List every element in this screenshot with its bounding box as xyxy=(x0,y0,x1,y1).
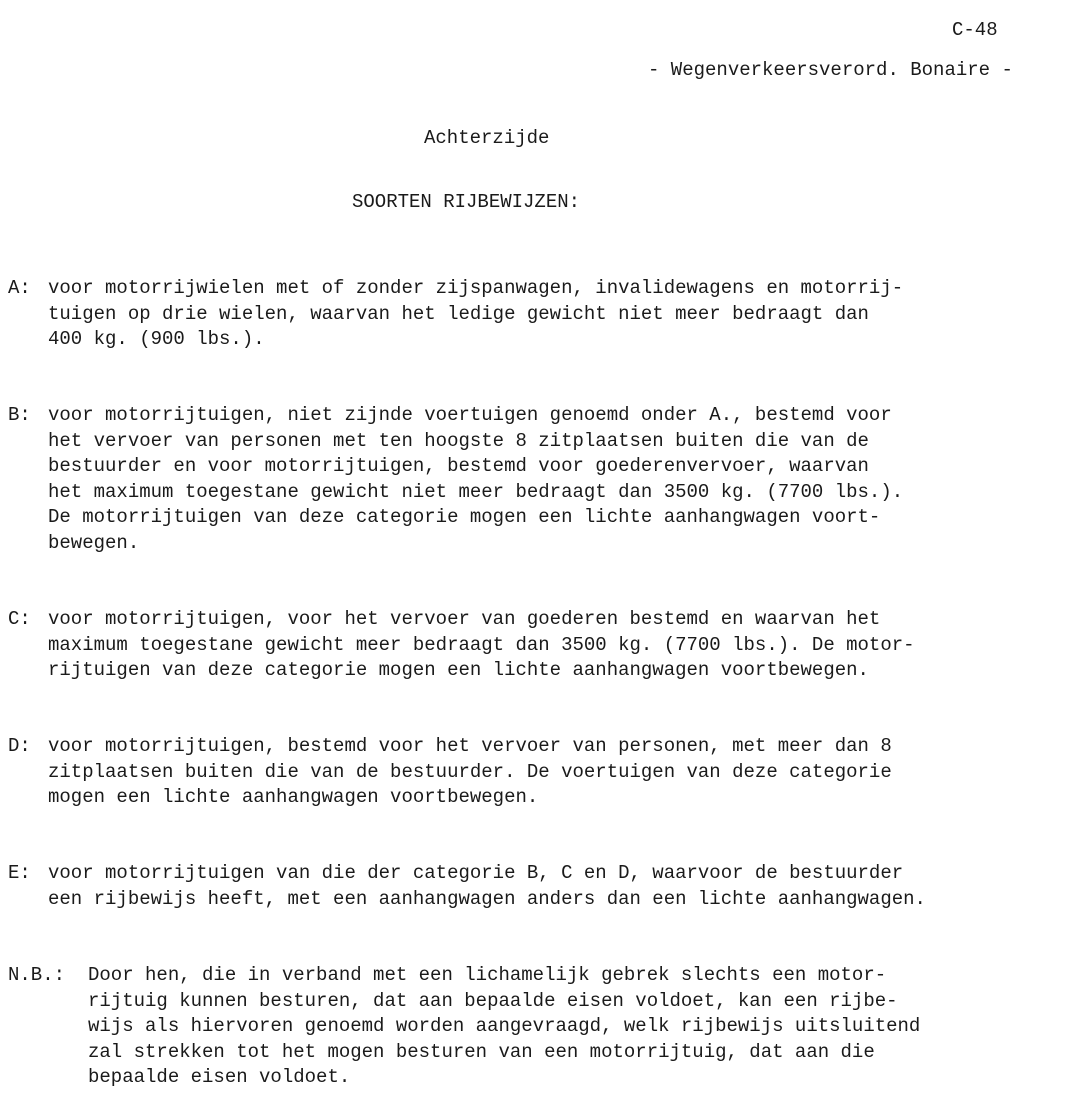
text-line: het vervoer van personen met ten hoogste 8 zitplaatsen buiten die van de xyxy=(48,429,869,452)
text-line: voor motorrijtuigen, bestemd voor het vervoer van personen, met meer dan 8 xyxy=(48,735,892,757)
text-line: maximum toegestane gewicht meer bedraagt dan 3500 kg. (7700 lbs.). De motor- xyxy=(48,633,915,656)
section-heading: SOORTEN RIJBEWIJZEN: xyxy=(352,191,581,213)
text-line: De motorrijtuigen van deze categorie mogen een lichte aanhangwagen voort- xyxy=(48,506,881,528)
text-line: 400 kg. (900 lbs.). xyxy=(48,328,265,350)
text-line: voor motorrijtuigen, voor het vervoer van goederen bestemd en waarvan het xyxy=(48,608,881,630)
text-line: een rijbewijs heeft, met een aanhangwagen anders dan een lichte aanhangwagen. xyxy=(48,887,926,910)
category-text xyxy=(48,734,892,811)
text-line: bepaalde eisen voldoet. xyxy=(88,1066,351,1088)
text-line: tuigen op drie wielen, waarvan het ledige gewicht niet meer bedraagt dan xyxy=(48,302,869,325)
note-label: N.B.: xyxy=(8,964,66,986)
regulation-reference: - Wegenverkeersverord. Bonaire - xyxy=(648,59,1013,81)
category-label: A: xyxy=(8,277,31,299)
text-line: mogen een lichte aanhangwagen voortbewegen. xyxy=(48,786,539,808)
text-line: voor motorrijtuigen, niet zijnde voertuigen genoemd onder A., bestemd voor xyxy=(48,404,892,426)
text-line: Door hen, die in verband met een lichamelijk gebrek slechts een motor- xyxy=(88,964,887,986)
category-text xyxy=(48,276,903,353)
text-line: rijtuig kunnen besturen, dat aan bepaalde eisen voldoet, kan een rijbe- xyxy=(88,989,898,1012)
category-label: B: xyxy=(8,404,31,426)
page-code: C-48 xyxy=(952,19,998,41)
side-label: Achterzijde xyxy=(424,127,550,149)
note-text xyxy=(88,963,920,1091)
category-text xyxy=(48,403,903,556)
category-label: E: xyxy=(8,862,31,884)
category-text xyxy=(48,861,926,912)
category-label: D: xyxy=(8,735,31,757)
text-line: bestuurder en voor motorrijtuigen, bestemd voor goederenvervoer, waarvan xyxy=(48,455,869,477)
text-line: het maximum toegestane gewicht niet meer bedraagt dan 3500 kg. (7700 lbs.). xyxy=(48,480,904,503)
text-line: zitplaatsen buiten die van de bestuurder. De voertuigen van deze categorie xyxy=(48,760,892,783)
text-line: wijs als hiervoren genoemd worden aangevraagd, welk rijbewijs uitsluitend xyxy=(88,1015,921,1037)
text-line: voor motorrijwielen met of zonder zijspanwagen, invalidewagens en motorrij- xyxy=(48,277,904,299)
text-line: zal strekken tot het mogen besturen van een motorrijtuig, dat aan die xyxy=(88,1040,875,1063)
category-text xyxy=(48,607,915,684)
text-line: bewegen. xyxy=(48,531,140,554)
text-line: voor motorrijtuigen van die der categorie B, C en D, waarvoor de bestuurder xyxy=(48,862,904,884)
category-label: C: xyxy=(8,608,31,630)
text-line: rijtuigen van deze categorie mogen een lichte aanhangwagen voortbewegen. xyxy=(48,659,869,681)
